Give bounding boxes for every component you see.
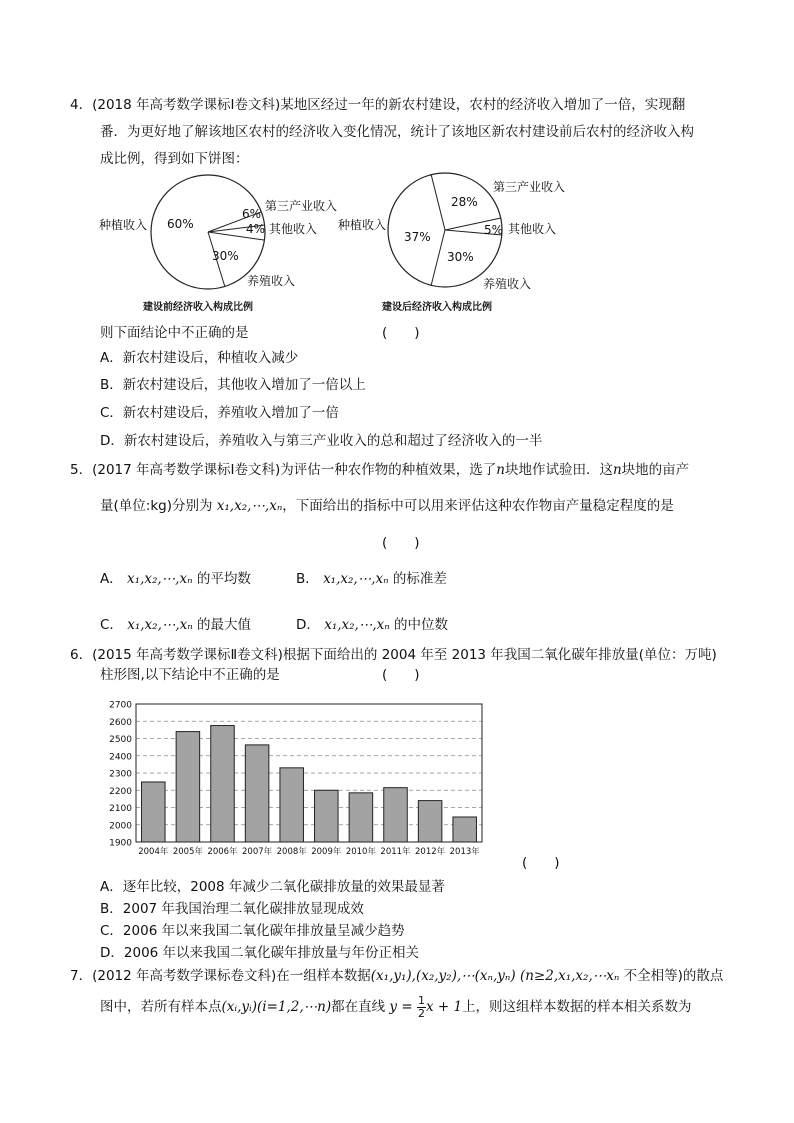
pie-after-pct-breeding: 30%: [447, 250, 474, 264]
q4-option-a: A．新农村建设后，种植收入减少: [100, 350, 299, 366]
y-tick-label: 2300: [109, 769, 132, 780]
pie-after-pct-tertiary: 28%: [451, 195, 478, 209]
q5-option-letter: A．: [100, 571, 123, 587]
x-tick-label: 2008年: [276, 847, 307, 857]
q4-line-1: 4．(2018 年高考数学课标Ⅰ卷文科)某地区经过一年的新农村建设，农村的经济收入增加了一倍，实现翻: [70, 97, 686, 113]
q7-line-1-b: 不全相等)的散点: [623, 968, 724, 984]
q6-answer-paren-2: ( ): [522, 855, 560, 871]
q5-option-c: [100, 614, 251, 636]
bar-2010年: [349, 793, 373, 842]
pie-before-caption: 建设前经济收入构成比例: [143, 302, 253, 313]
bar-2004年: [142, 782, 166, 842]
q5-line-2-b: ，下面给出的指标中可以用来评估这种农作物亩产量稳定程度的是: [282, 498, 674, 514]
q5-option-a: [100, 568, 251, 590]
pie-before-pct-breeding: 30%: [212, 249, 239, 263]
q5-option-seq: x₁,x₂,⋯,xₙ: [324, 617, 390, 633]
y-tick-label: 2200: [109, 786, 132, 797]
q5-option-letter: C．: [100, 617, 123, 633]
q4-option-b: B．新农村建设后，其他收入增加了一倍以上: [100, 377, 366, 393]
x-tick-label: 2010年: [345, 847, 376, 857]
q4-option-d: D．新农村建设后，养殖收入与第三产业收入的总和超过了经济收入的一半: [100, 433, 543, 449]
x-tick-label: 2005年: [172, 847, 203, 857]
q7-fraction-den: 2: [417, 1006, 425, 1020]
bar-2012年: [418, 801, 442, 842]
q5-option-letter: D．: [296, 617, 320, 633]
pie-before-pct-tertiary: 6%: [242, 207, 262, 221]
q7-condition: (n≥2,x₁,x₂,⋯xₙ: [519, 968, 620, 984]
q7-line-2: [100, 994, 692, 1020]
pie-after-label-other: 其他收入: [508, 222, 557, 236]
q5-line-1-a: 5．(2017 年高考数学课标Ⅰ卷文科)为评估一种农作物的种植效果，选了: [70, 462, 497, 478]
pie-after-label-tertiary: 第三产业收入: [493, 180, 566, 194]
bar-2008年: [280, 768, 304, 842]
pie-before-pct-other: 4%: [246, 222, 266, 236]
q7-fraction: [417, 995, 426, 1020]
x-tick-label: 2007年: [242, 847, 273, 857]
q5-n-var: n: [496, 462, 505, 478]
q5-line-2-a: 量(单位:kg)分别为: [100, 498, 213, 514]
q4-answer-paren: ( ): [382, 325, 420, 341]
q5-option-d: [296, 614, 448, 636]
q4-line-3: 成比例，得到如下饼图：: [100, 151, 249, 167]
q5-option-text: 的平均数: [196, 571, 251, 587]
bar-2007年: [245, 745, 269, 842]
q5-n-var: n: [612, 462, 622, 478]
pie-before-label-planting: 种植收入: [99, 218, 148, 232]
pie-before-label-breeding: 养殖收入: [247, 274, 296, 288]
pie-before-pct-planting: 60%: [167, 217, 194, 231]
q5-option-text: 的标准差: [392, 571, 447, 587]
y-tick-label: 2700: [109, 700, 132, 711]
q6-option-d: D．2006 年以来我国二氧化碳年排放量与年份正相关: [100, 945, 420, 961]
q4-prompt: 则下面结论中不正确的是: [100, 325, 249, 341]
q4-line-2: 番．为更好地了解该地区农村的经济收入变化情况，统计了该地区新农村建设前后农村的经济收入构: [100, 124, 694, 140]
q5-option-seq: x₁,x₂,⋯,xₙ: [127, 571, 193, 587]
q7-line-2-b: 都在直线: [331, 999, 386, 1015]
bar-2006年: [211, 726, 235, 842]
pie-after: [335, 172, 575, 320]
q5-line-1-c: 块地的亩产: [621, 462, 690, 478]
bar-2011年: [384, 788, 408, 842]
q4-option-c: C．新农村建设后，养殖收入增加了一倍: [100, 405, 339, 421]
x-tick-label: 2011年: [380, 847, 411, 857]
pie-before-label-tertiary: 第三产业收入: [265, 199, 338, 213]
q5-option-seq: x₁,x₂,⋯,xₙ: [127, 617, 193, 633]
q5-option-text: 的中位数: [394, 617, 449, 633]
q5-answer-paren: ( ): [382, 535, 420, 551]
q5-option-letter: B．: [296, 571, 319, 587]
pie-after-label-planting: 种植收入: [338, 218, 387, 232]
pie-before: [95, 172, 365, 320]
q5-line-1: [70, 457, 689, 483]
q7-fraction-num: 1: [417, 993, 425, 1007]
pie-after-pct-other: 5%: [484, 223, 504, 237]
x-tick-label: 2012年: [415, 847, 446, 857]
bar-2013年: [453, 817, 477, 842]
q7-line-1-a: 7．(2012 年高考数学课标卷文科)在一组样本数据: [70, 968, 371, 984]
q6-option-b: B．2007 年我国治理二氧化碳排放显现成效: [100, 901, 364, 917]
co2-bar-chart: [100, 696, 490, 864]
q6-answer-paren: ( ): [382, 667, 420, 683]
q7-sample-pairs: (x₁,y₁),(x₂,y₂),⋯(xₙ,yₙ): [370, 968, 516, 984]
y-tick-label: 1900: [109, 838, 132, 849]
pie-before-label-other: 其他收入: [269, 222, 318, 236]
x-tick-label: 2004年: [138, 847, 169, 857]
q7-sample-point: (xᵢ,yᵢ)(i=1,2,⋯n): [221, 999, 332, 1015]
y-tick-label: 2400: [109, 752, 132, 763]
y-tick-label: 2100: [109, 804, 132, 814]
x-tick-label: 2013年: [449, 847, 480, 857]
y-tick-label: 2000: [109, 821, 132, 832]
bar-2005年: [176, 732, 200, 842]
q6-option-c: C．2006 年以来我国二氧化碳年排放量呈减少趋势: [100, 923, 405, 939]
q6-line-1: 6．(2015 年高考数学课标Ⅱ卷文科)根据下面给出的 2004 年至 2013 年我国二氧化碳年排放量(单位：万吨): [70, 647, 717, 663]
q7-line-2-c: 上，则这组样本数据的样本相关系数为: [462, 999, 692, 1015]
pie-after-caption: 建设后经济收入构成比例: [382, 302, 492, 313]
q5-option-seq: x₁,x₂,⋯,xₙ: [323, 571, 389, 587]
pie-after-pct-planting: 37%: [404, 230, 431, 244]
x-tick-label: 2006年: [207, 847, 238, 857]
q7-eq-y: y =: [389, 999, 413, 1015]
q7-line-2-a: 图中，若所有样本点: [100, 999, 222, 1015]
y-tick-label: 2600: [109, 717, 132, 728]
x-tick-label: 2009年: [311, 847, 342, 857]
q6-line-2: 柱形图,以下结论中不正确的是: [100, 667, 280, 683]
q5-line-1-b: 块地作试验田．这: [504, 462, 613, 478]
q7-line-1: [70, 963, 723, 989]
bar-2009年: [315, 790, 339, 842]
q7-eq-rest: x + 1: [425, 999, 463, 1015]
q6-option-a: A．逐年比较，2008 年减少二氧化碳排放量的效果最显著: [100, 879, 445, 895]
y-tick-label: 2500: [109, 735, 132, 745]
q5-option-b: [296, 568, 447, 590]
q5-line-2: [100, 493, 674, 519]
q5-option-text: 的最大值: [197, 617, 252, 633]
q5-sequence: x₁,x₂,⋯,xₙ: [216, 498, 283, 514]
pie-after-label-breeding: 养殖收入: [483, 277, 532, 291]
